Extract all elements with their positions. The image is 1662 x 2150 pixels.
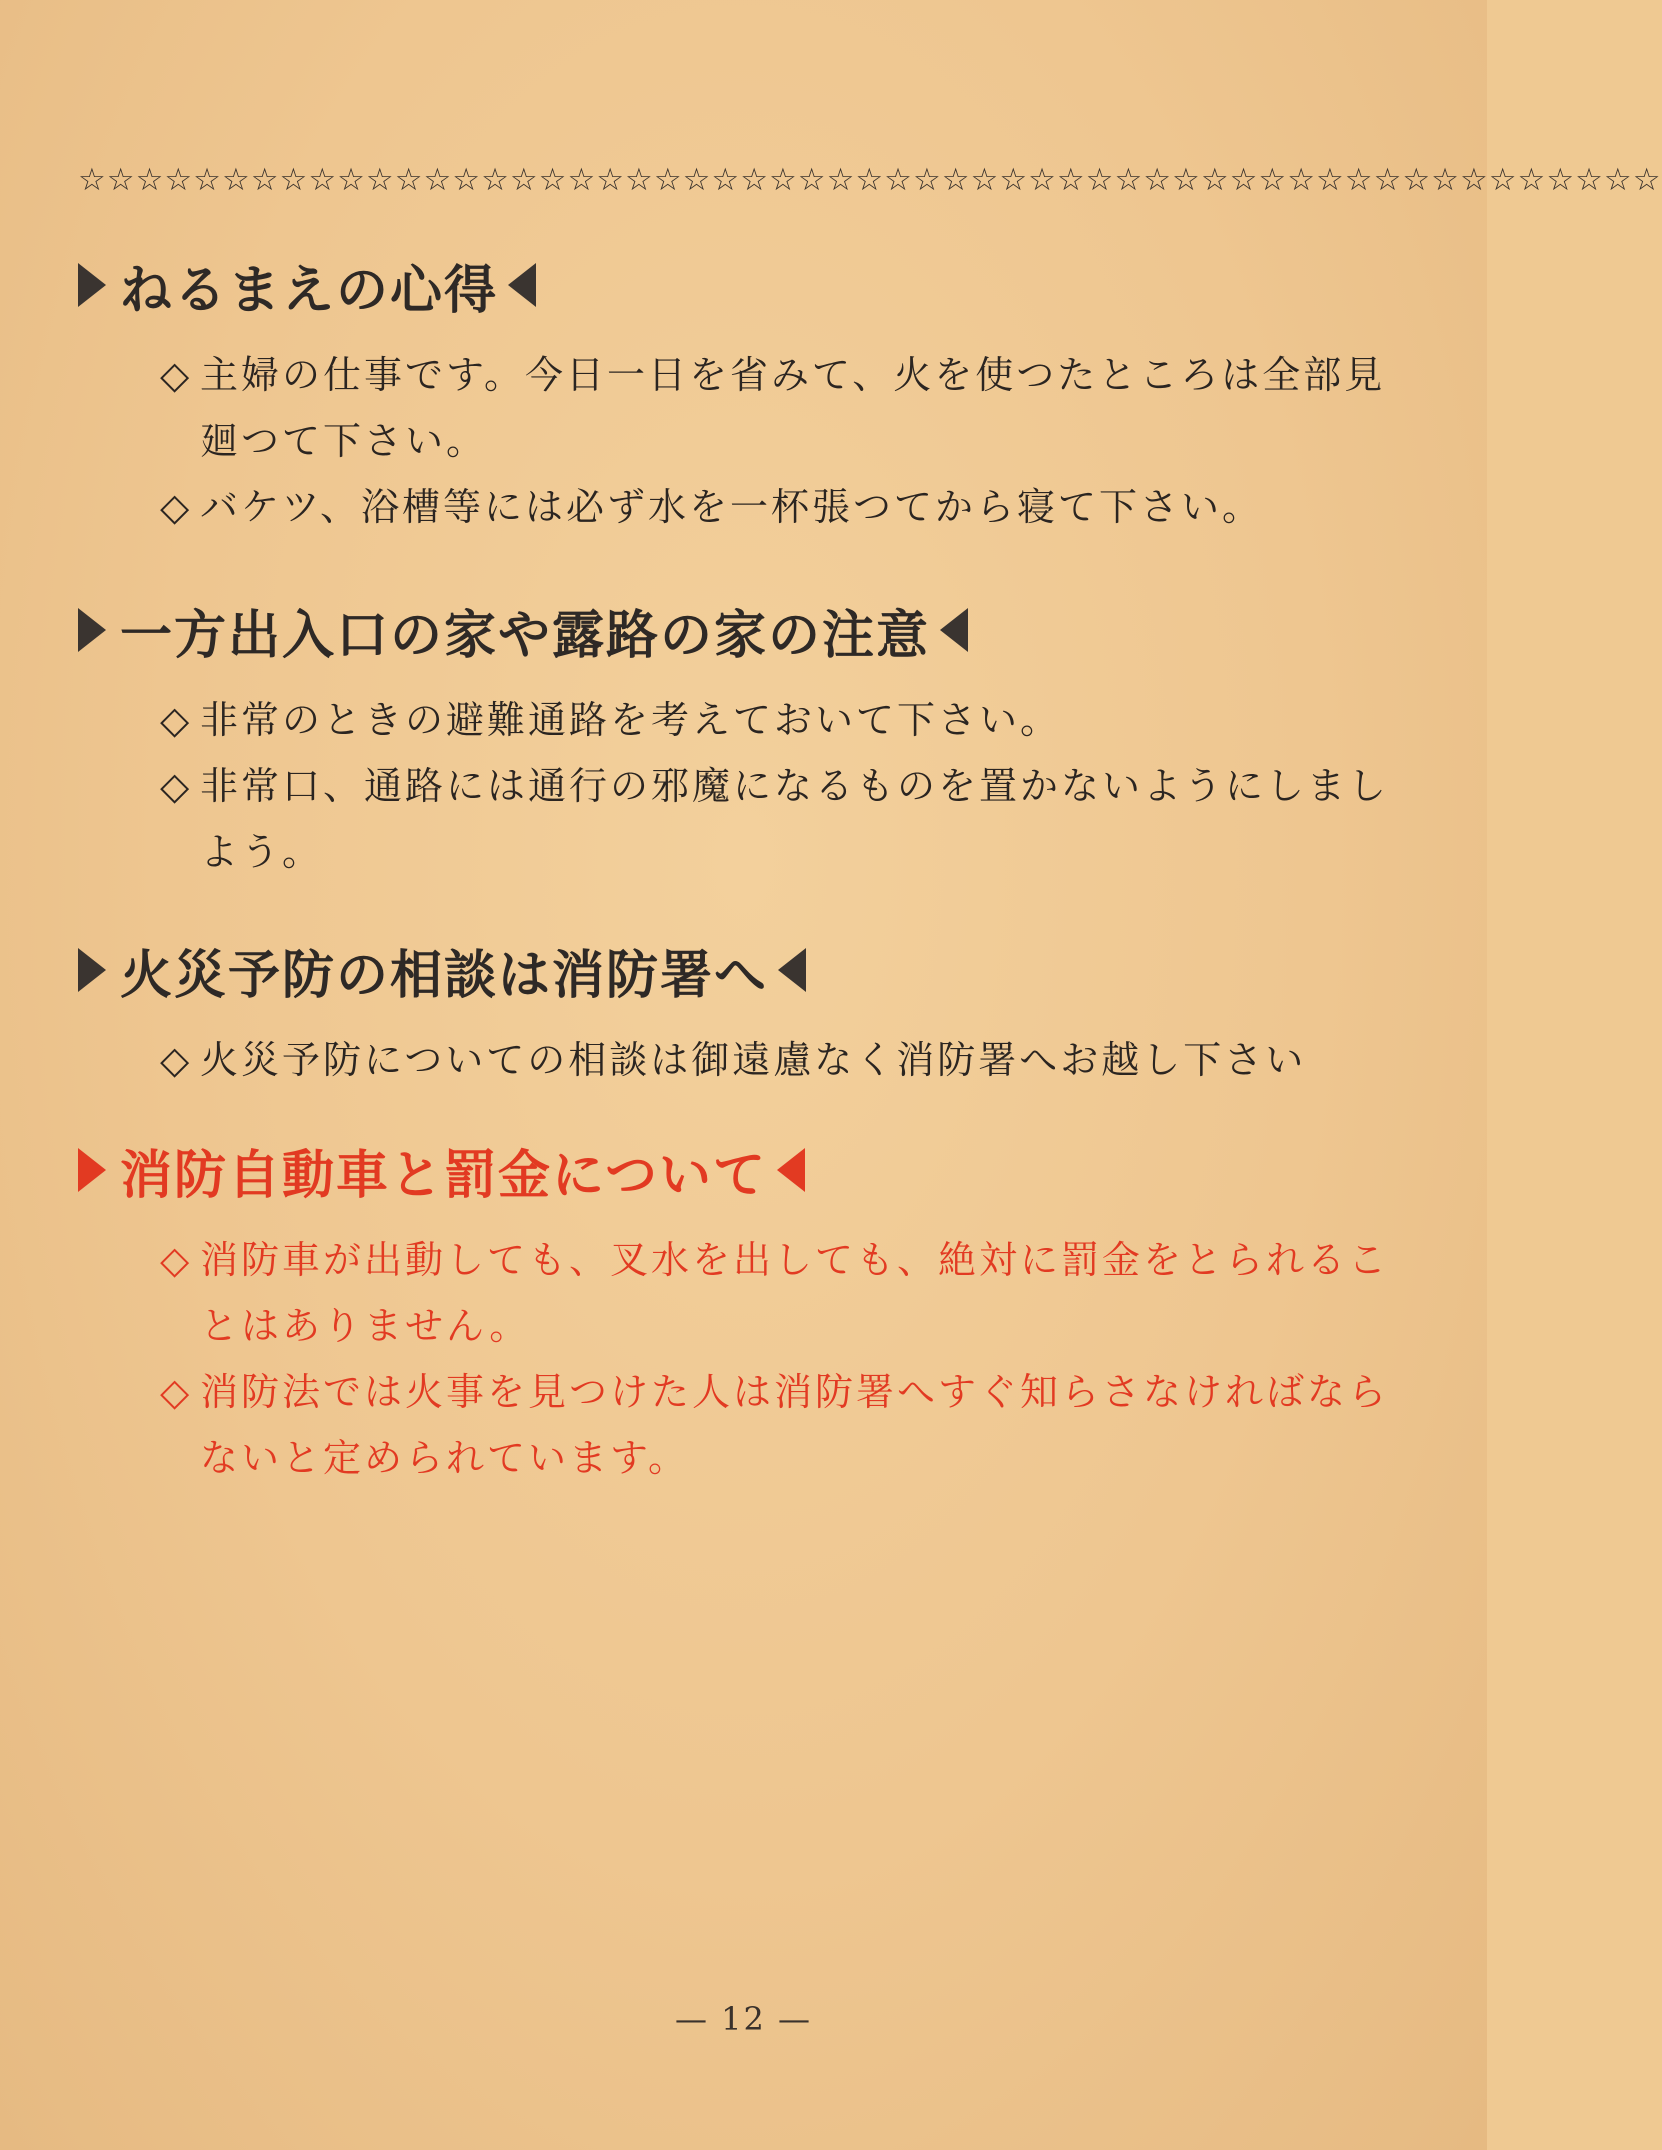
right-triangle-icon <box>78 263 106 307</box>
item-text: 消防車が出動しても、叉水を出しても、絶対に罰金をとられることはありません。 <box>200 1238 1390 1348</box>
list-item <box>160 753 1390 885</box>
item-text: 非常のときの避難通路を考えておいて下さい。 <box>200 698 1062 742</box>
item-text: 主婦の仕事です。今日一日を省みて、火を使つたところは全部見廻つて下さい。 <box>200 353 1386 463</box>
item-text: 消防法では火事を見つけた人は消防署へすぐ知らさなければならないと定められています。 <box>200 1370 1390 1480</box>
heading-text: 消防自動車と罰金について <box>120 1145 767 1206</box>
list-item <box>160 1227 1390 1359</box>
item-list <box>160 342 1390 540</box>
section-heading <box>78 250 1398 320</box>
diamond-icon: ◇ <box>160 1038 193 1082</box>
list-item <box>160 474 1390 540</box>
left-triangle-icon <box>778 948 806 992</box>
item-list <box>160 1027 1390 1093</box>
right-triangle-icon <box>78 948 106 992</box>
section-heading <box>78 595 1398 665</box>
section-fire-engine-fines <box>78 1135 1398 1491</box>
page-number: — 12 — <box>674 2000 813 2038</box>
section-heading <box>78 935 1398 1005</box>
item-text: 非常口、通路には通行の邪魔になるものを置かないようにしましよう。 <box>200 764 1390 874</box>
list-item <box>160 687 1390 753</box>
diamond-icon: ◇ <box>160 1238 193 1282</box>
section-heading <box>78 1135 1398 1205</box>
diamond-icon: ◇ <box>160 353 193 397</box>
heading-text: 一方出入口の家や露路の家の注意 <box>120 605 931 666</box>
item-list <box>160 687 1390 885</box>
section-alley-houses <box>78 595 1398 885</box>
item-text: バケツ、浴槽等には必ず水を一杯張つてから寝て下さい。 <box>200 485 1263 529</box>
left-triangle-icon <box>777 1148 805 1192</box>
list-item <box>160 342 1390 474</box>
diamond-icon: ◇ <box>160 1370 193 1414</box>
list-item <box>160 1359 1390 1491</box>
section-before-bed <box>78 250 1398 540</box>
diamond-icon: ◇ <box>160 698 193 742</box>
item-list <box>160 1227 1390 1491</box>
heading-text: ねるまえの心得 <box>120 260 499 321</box>
left-triangle-icon <box>508 263 536 307</box>
heading-text: 火災予防の相談は消防署へ <box>120 945 769 1006</box>
section-fire-consultation <box>78 935 1398 1093</box>
right-triangle-icon <box>78 608 106 652</box>
item-text: 火災予防についての相談は御遠慮なく消防署へお越し下さい <box>200 1038 1307 1082</box>
diamond-icon: ◇ <box>160 764 193 808</box>
right-triangle-icon <box>78 1148 106 1192</box>
diamond-icon: ◇ <box>160 485 193 529</box>
star-divider: ☆☆☆☆☆☆☆☆☆☆☆☆☆☆☆☆☆☆☆☆☆☆☆☆☆☆☆☆☆☆☆☆☆☆☆☆☆☆☆☆☆☆☆☆☆☆☆☆☆☆☆☆☆☆☆ <box>78 162 1662 198</box>
left-triangle-icon <box>940 608 968 652</box>
list-item <box>160 1027 1390 1093</box>
